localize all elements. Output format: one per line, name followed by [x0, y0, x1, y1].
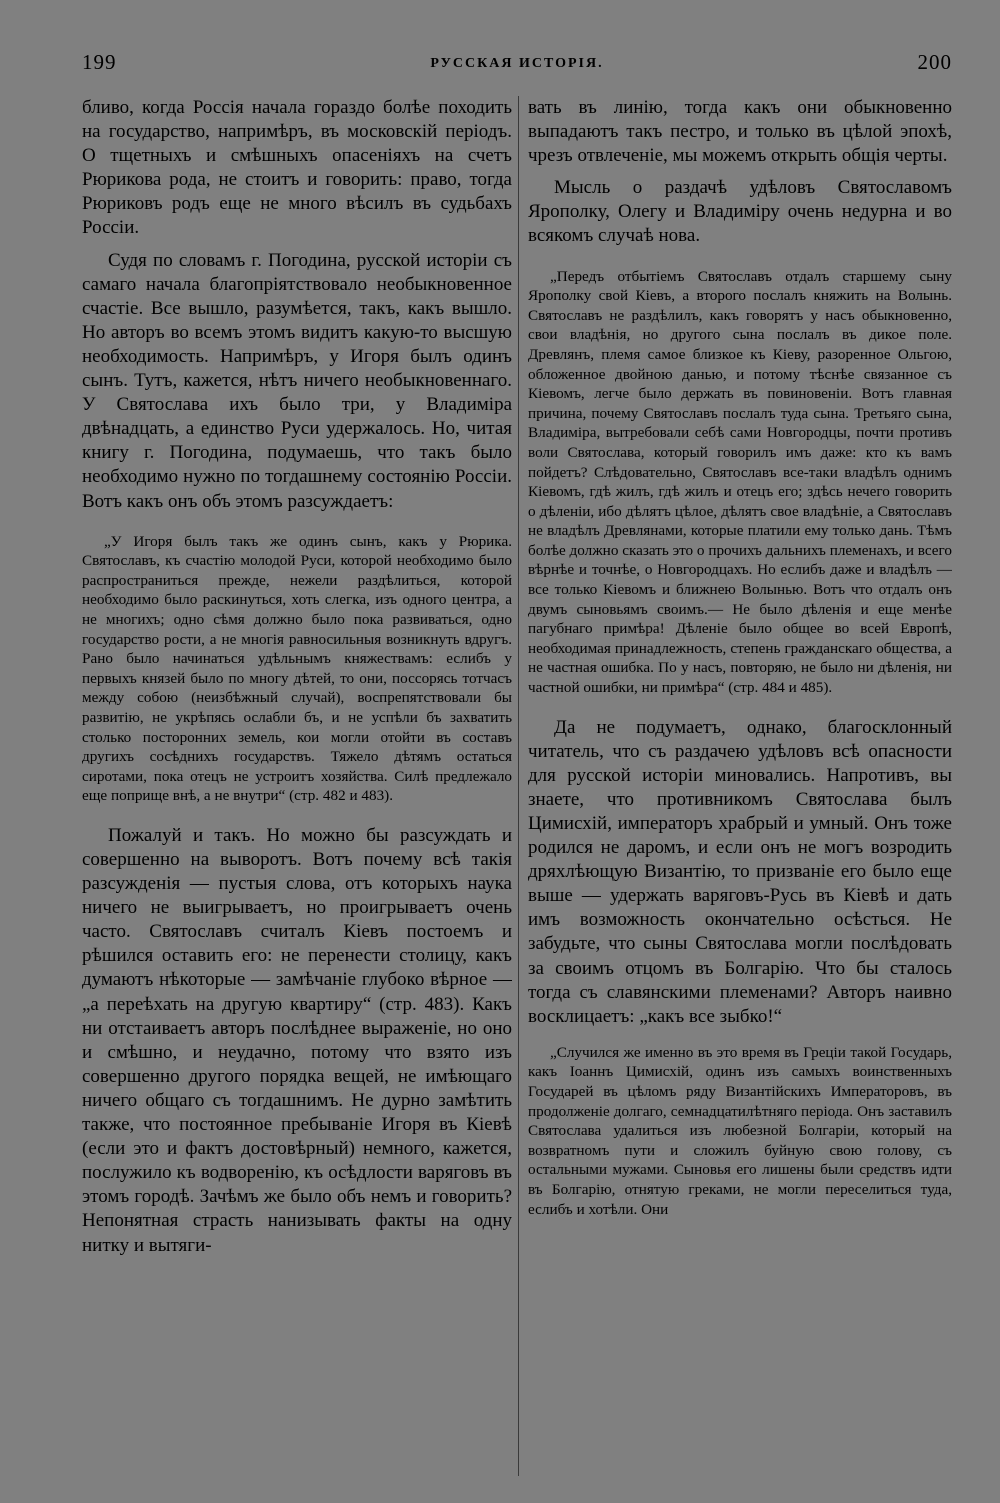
column-divider	[518, 96, 519, 1476]
paragraph: Мысль о раздачѣ удѣловъ Святославомъ Ярополку, Олегу и Владиміру очень недурна и во всякомъ случаѣ нова.	[528, 177, 952, 247]
left-column	[82, 96, 512, 1476]
paragraph: Да не подумаетъ, однако, благосклонный читатель, что съ раздачею удѣловъ всѣ опасности для русской исторіи миновались. Напротивъ, вы знаете, что противникомъ Святослава былъ Цимисхій, императоръ храбрый и умный. Онъ тоже родился не даромъ, и если онъ не могъ возродить дряхлѣющую Византію, то призваніе его было еще выше — удержать варяговъ-Русь въ Кіевѣ и дать имъ возможность окончательно осѣсться. Не забудьте, что сыны Святослава могли послѣдовать за своимъ отцомъ въ Болгарію. Что бы сталось тогда съ славянскими племенами? Авторъ наивно восклицаетъ: „какъ все зыбко!“	[528, 716, 952, 1027]
paragraph: Пожалуй и такъ. Но можно бы разсуждать и совершенно на выворотъ. Вотъ почему всѣ такія разсужденія — пустыя слова, отъ которыхъ наука ничего не выигрываетъ, но проигрываетъ очень часто. Святославъ считалъ Кіевъ постоемъ и рѣшился оставить его: не перенести столицу, какъ думаютъ нѣкоторые — замѣчаніе глубоко вѣрное — „а переѣхать на другую квартиру“ (стр. 483). Какъ ни отстаиваетъ авторъ послѣднее выраженіе, но оно и смѣшно, и неудачно, потому что взято изъ совершенно другого порядка вещей, не имѣющаго ничего общаго съ тогдашнимъ. Не дурно замѣтить также, что постоянное пребываніе Игоря въ Кіевѣ (если это и фактъ достовѣрный) немного, кажется, послужило къ водворенію, къ осѣдлости варяговъ въ этомъ городѣ. Зачѣмъ же было объ немъ и говорить? Непонятная страсть нанизывать факты на одну нитку и вытяги-	[82, 824, 512, 1256]
page-number-right: 200	[917, 50, 952, 74]
paragraph: Судя по словамъ г. Погодина, русской исторіи съ самаго начала благопріятствовало необыкновенное счастіе. Все вышло, разумѣется, такъ, какъ вышло. Но авторъ во всемъ этомъ видитъ какую-то высшую необходимость. Напримѣръ, у Игоря былъ одинъ сынъ. Тутъ, кажется, нѣтъ ничего необыкновеннаго. У Святослава ихъ было три, у Владиміра двѣнадцать, а единство Руси удержалось. Но, читая книгу г. Погодина, подумаешь, что такъ было необходимо нужно по тогдашнему состоянію Россіи. Вотъ какъ онъ объ этомъ разсуждаетъ:	[82, 249, 512, 512]
paragraph: бливо, когда Россія начала гораздо болѣе походить на государство, напримѣръ, въ московскій періодъ. О тщетныхъ и смѣшныхъ опасеніяхъ на счетъ Рюрикова рода, не стоитъ и говорить: право, тогда Рюриковъ родъ еще не много вѣсилъ въ судьбахъ Россіи.	[82, 97, 512, 239]
page-number-left: 199	[82, 50, 117, 74]
running-title: РУССКАЯ ИСТОРІЯ.	[430, 56, 604, 71]
paragraph: вать въ линію, тогда какъ они обыкновенно выпадаютъ такъ пестро, и только въ цѣлой эпохѣ, чрезъ отвлеченіе, мы можемъ открыть общія черты.	[528, 97, 952, 167]
page-header	[82, 50, 952, 80]
block-quote: „У Игоря былъ такъ же одинъ сынъ, какъ у Рюрика. Святославъ, къ счастію молодой Руси, которой необходимо было распространиться прежде, нежели раздѣлиться, которой необходимо было раскинуться, хоть слегка, изъ одного центра, а не многихъ; одно сѣмя должно было пока развиваться, одно государство рости, а не многія равносильныя возникнуть вдругъ. Рано было начинаться удѣльнымъ княжествамъ: еслибъ у первыхъ князей было по многу дѣтей, то они, поссорясь тотчасъ между собою (неизбѣжный случай), воспрепятствовали бы развитію, не укрѣпясь ослабли бъ, и не успѣли бъ захватить столько посторонних земель, кои могли отойти въ составъ другихъ сосѣднихъ государствъ. Тяжело дѣтямъ остаться сиротами, пока отецъ не устроитъ хозяйства. Силѣ предлежало еще поприще внѣ, а не внутри“ (стр. 482 и 483).	[82, 532, 512, 805]
block-quote: „Передъ отбытіемъ Святославъ отдалъ старшему сыну Ярополку свой Кіевъ, а второго послалъ княжить на Волынь. Святославъ не раздѣлилъ, какъ говорятъ у насъ обыкновенно, свои владѣнія, но другого сына послалъ въ дикое поле. Древлянъ, племя самое близкое къ Кіеву, разоренное Ольгою, обложенное двойною данью, и потому тѣснѣе связанное съ Кіевомъ, легче было держать въ повиновеніи. Вотъ главная причина, почему Святославъ послалъ туда сына. Третьяго сына, Владиміра, вытребовали себѣ сами Новгородцы, почти противъ воли Святослава, который говорилъ имъ даже: кто къ вамъ пойдетъ? Слѣдовательно, Святославъ все-таки владѣлъ однимъ Кіевомъ, гдѣ жилъ, гдѣ жилъ и отецъ его; здѣсь нечего говорить о дѣленіи, ибо дѣлятъ цѣлое, дѣлятъ свое владѣніе, а Святославъ не владѣлъ Древлянами, которые платили ему только дань. Тѣмъ болѣе должно сказать это о прочихъ дальнихъ племенахъ, и всего вѣрнѣе и точнѣе, о Новгородцахъ. Но еслибъ даже и владѣлъ — все только Кіевомъ и ближнею Волынью. Вотъ что отдалъ онъ двумъ сыновьямъ своимъ.— Не было дѣленія и еще менѣе пагубнаго примѣра! Дѣленіе было общее во всей Европѣ, необходимая принадлежность, степень гражданскаго общества, а не частная ошибка. По у насъ, повторяю, не было ни дѣленія, ни частной ошибки, ни примѣра“ (стр. 484 и 485).	[528, 267, 952, 697]
block-quote: „Случился же именно въ это время въ Греціи такой Государь, какъ Іоаннъ Цимисхій, одинъ изъ самыхъ воинственныхъ Государей въ цѣломъ ряду Византійскихъ Императоровъ, въ продолженіе долгаго, семнадцатилѣтняго періода. Онъ заставилъ Святослава удалиться изъ любезной Болгаріи, который на возвратномъ пути и сложилъ буйную свою голову, съ остальными мужами. Сыновья его лишены были средствъ идти въ Болгарію, отнятую греками, не могли переселиться туда, еслибъ и хотѣли. Они	[528, 1043, 952, 1218]
right-column	[528, 96, 952, 1476]
